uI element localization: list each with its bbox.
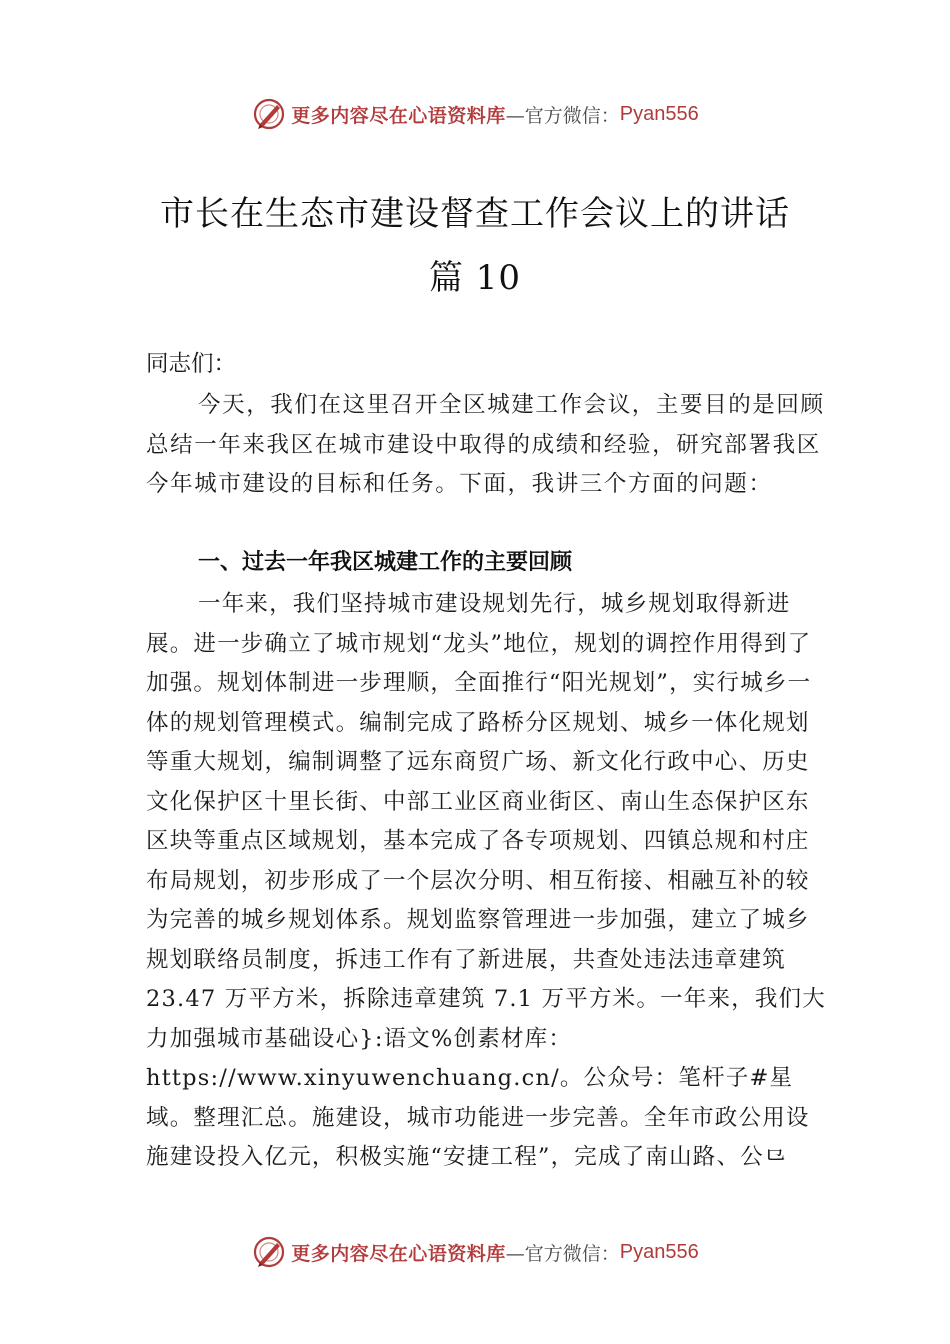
banner-wechat-id: Pyan556 <box>619 1240 699 1263</box>
banner-title: 更多内容尽在心语资料库 <box>291 1242 506 1265</box>
footer-banner <box>0 1232 950 1272</box>
pen-logo-icon <box>251 1234 287 1270</box>
banner-wechat-id: Pyan556 <box>619 102 699 125</box>
intro-paragraph-text: 今天，我们在这里召开全区城建工作会议，主要目的是回顾总结一年来我区在城市建设中取得的成绩和经验，研究部署我区今年城市建设的目标和任务。下面，我讲三个方面的问题： <box>146 392 825 497</box>
pen-logo-icon <box>251 96 287 132</box>
banner-wechat-label: —官方微信： <box>505 1242 620 1265</box>
banner-title: 更多内容尽在心语资料库 <box>291 104 506 127</box>
document-title-line2: 篇 10 <box>428 258 522 298</box>
header-banner <box>0 94 950 134</box>
section-paragraph <box>146 585 826 1178</box>
section-paragraph-text: 一年来，我们坚持城市建设规划先行，城乡规划取得新进展。进一步确立了城市规划“龙头”地位，规划的调控作用得到了加强。规划体制进一步理顺，全面推行“阳光规划”，实行城乡一体的规划管理模式。编制完成了路桥分区规划、城乡一体化规划等重大规划，编制调整了远东商贸广场、新文化行政中心、历史文化保护区十里长街、中部工业区商业街区、南山生态保护区东区块等重点区域规划，基本完成了各专项规划、四镇总规和村庄布局规划，初步形成了一个层次分明、相互衔接、相融互补的较为完善的城乡规划体系。规划监察管理进一步加强，建立了城乡规划联络员制度，拆违工作有了新进展，共查处违法违章建筑 23.47 万平方米，拆除违章建筑 7.1 万平方米。一年来，我们大力加强城市基础设心}:语文%创素材库：https://www.xinyuwenchuang.cn/。公众号：笔杆子#星域。整理汇总。施建设，城市功能进一步完善。全年市政公用设施建设投入亿元，积极实施“安捷工程”，完成了南山路、公⺋ <box>146 591 826 1170</box>
intro-paragraph <box>146 386 826 505</box>
salutation: 同志们： <box>146 351 237 377</box>
document-title-line1: 市长在生态市建设督查工作会议上的讲话 <box>160 194 790 234</box>
banner-wechat-label: —官方微信： <box>505 104 620 127</box>
section-heading: 一、过去一年我区城建工作的主要回顾 <box>198 550 573 575</box>
